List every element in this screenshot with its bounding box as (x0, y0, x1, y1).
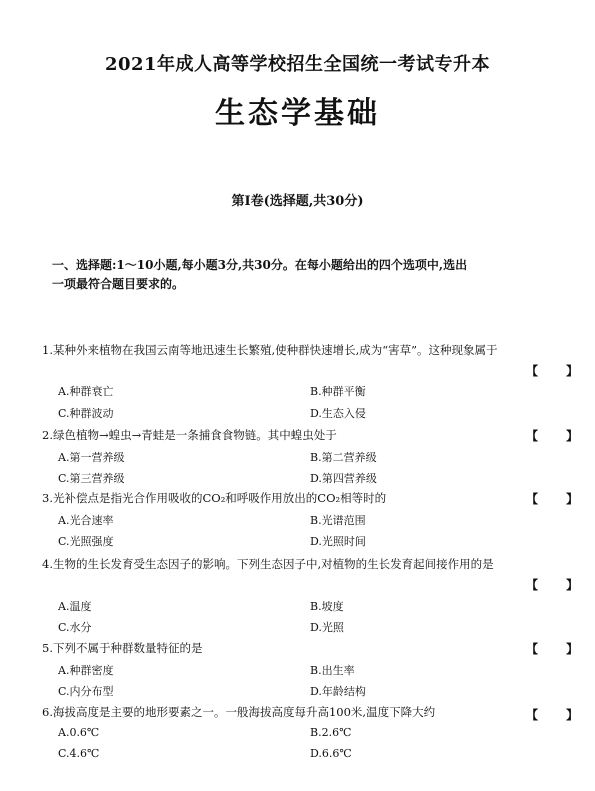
question-1-stem: 1.某种外来植物在我国云南等地迅速生长繁殖,使种群快速增长,成为“害草”。这种现象属于 (42, 343, 498, 357)
question-6-answer-bracket: 【 】 (526, 708, 591, 722)
volume-title: 第Ⅰ卷(选择题,共30分) (231, 194, 364, 209)
question-3-option-d: D.光照时间 (310, 535, 366, 548)
question-2-option-d: D.第四营养级 (310, 472, 377, 485)
question-1-option-d: D.生态入侵 (310, 407, 366, 420)
question-5-answer-bracket: 【 】 (526, 642, 591, 656)
question-4-option-a: A.温度 (58, 600, 92, 613)
question-5-option-d: D.年龄结构 (310, 685, 366, 698)
question-6-option-c: C.4.6℃ (58, 747, 100, 760)
question-3-option-b: B.光谱范围 (310, 514, 366, 527)
question-1-option-a: A.种群衰亡 (58, 385, 114, 398)
question-3-stem: 3.光补偿点是指光合作用吸收的CO₂和呼吸作用放出的CO₂相等时的 (42, 491, 387, 505)
question-2-option-b: B.第二营养级 (310, 451, 377, 464)
exam-title: 2021年成人高等学校招生全国统一考试专升本 (104, 54, 491, 75)
question-6-option-b: B.2.6℃ (310, 726, 352, 739)
question-4-option-d: D.光照 (310, 621, 344, 634)
question-5-option-a: A.种群密度 (58, 664, 114, 677)
question-2-stem: 2.绿色植物→蝗虫→青蛙是一条捕食食物链。其中蝗虫处于 (42, 428, 337, 442)
question-3-option-a: A.光合速率 (58, 514, 114, 527)
question-3-option-c: C.光照强度 (58, 535, 114, 548)
question-5-option-b: B.出生率 (310, 664, 355, 677)
question-4-answer-bracket: 【 】 (526, 578, 591, 592)
question-2-answer-bracket: 【 】 (526, 429, 591, 443)
question-6-option-a: A.0.6℃ (58, 726, 100, 739)
question-1-option-b: B.种群平衡 (310, 385, 366, 398)
question-6-stem: 6.海拔高度是主要的地形要素之一。一般海拔高度每升高100米,温度下降大约 (42, 705, 436, 719)
question-3-answer-bracket: 【 】 (526, 492, 591, 506)
question-4-option-c: C.水分 (58, 621, 92, 634)
section-intro: 一、选择题:1～10小题,每小题3分,共30分。在每小题给出的四个选项中,选出一项最符合题目要求的。 (52, 258, 468, 291)
subject-title: 生态学基础 (215, 96, 380, 131)
question-1-answer-bracket: 【 】 (526, 364, 591, 378)
question-2-option-c: C.第三营养级 (58, 472, 125, 485)
question-4-stem: 4.生物的生长发育受生态因子的影响。下列生态因子中,对植物的生长发育起间接作用的是 (42, 557, 494, 571)
question-2-option-a: A.第一营养级 (58, 451, 125, 464)
question-4-option-b: B.坡度 (310, 600, 344, 613)
question-6-option-d: D.6.6℃ (310, 747, 352, 760)
question-5-option-c: C.内分布型 (58, 685, 114, 698)
question-1-option-c: C.种群波动 (58, 407, 114, 420)
question-5-stem: 5.下列不属于种群数量特征的是 (42, 641, 203, 655)
